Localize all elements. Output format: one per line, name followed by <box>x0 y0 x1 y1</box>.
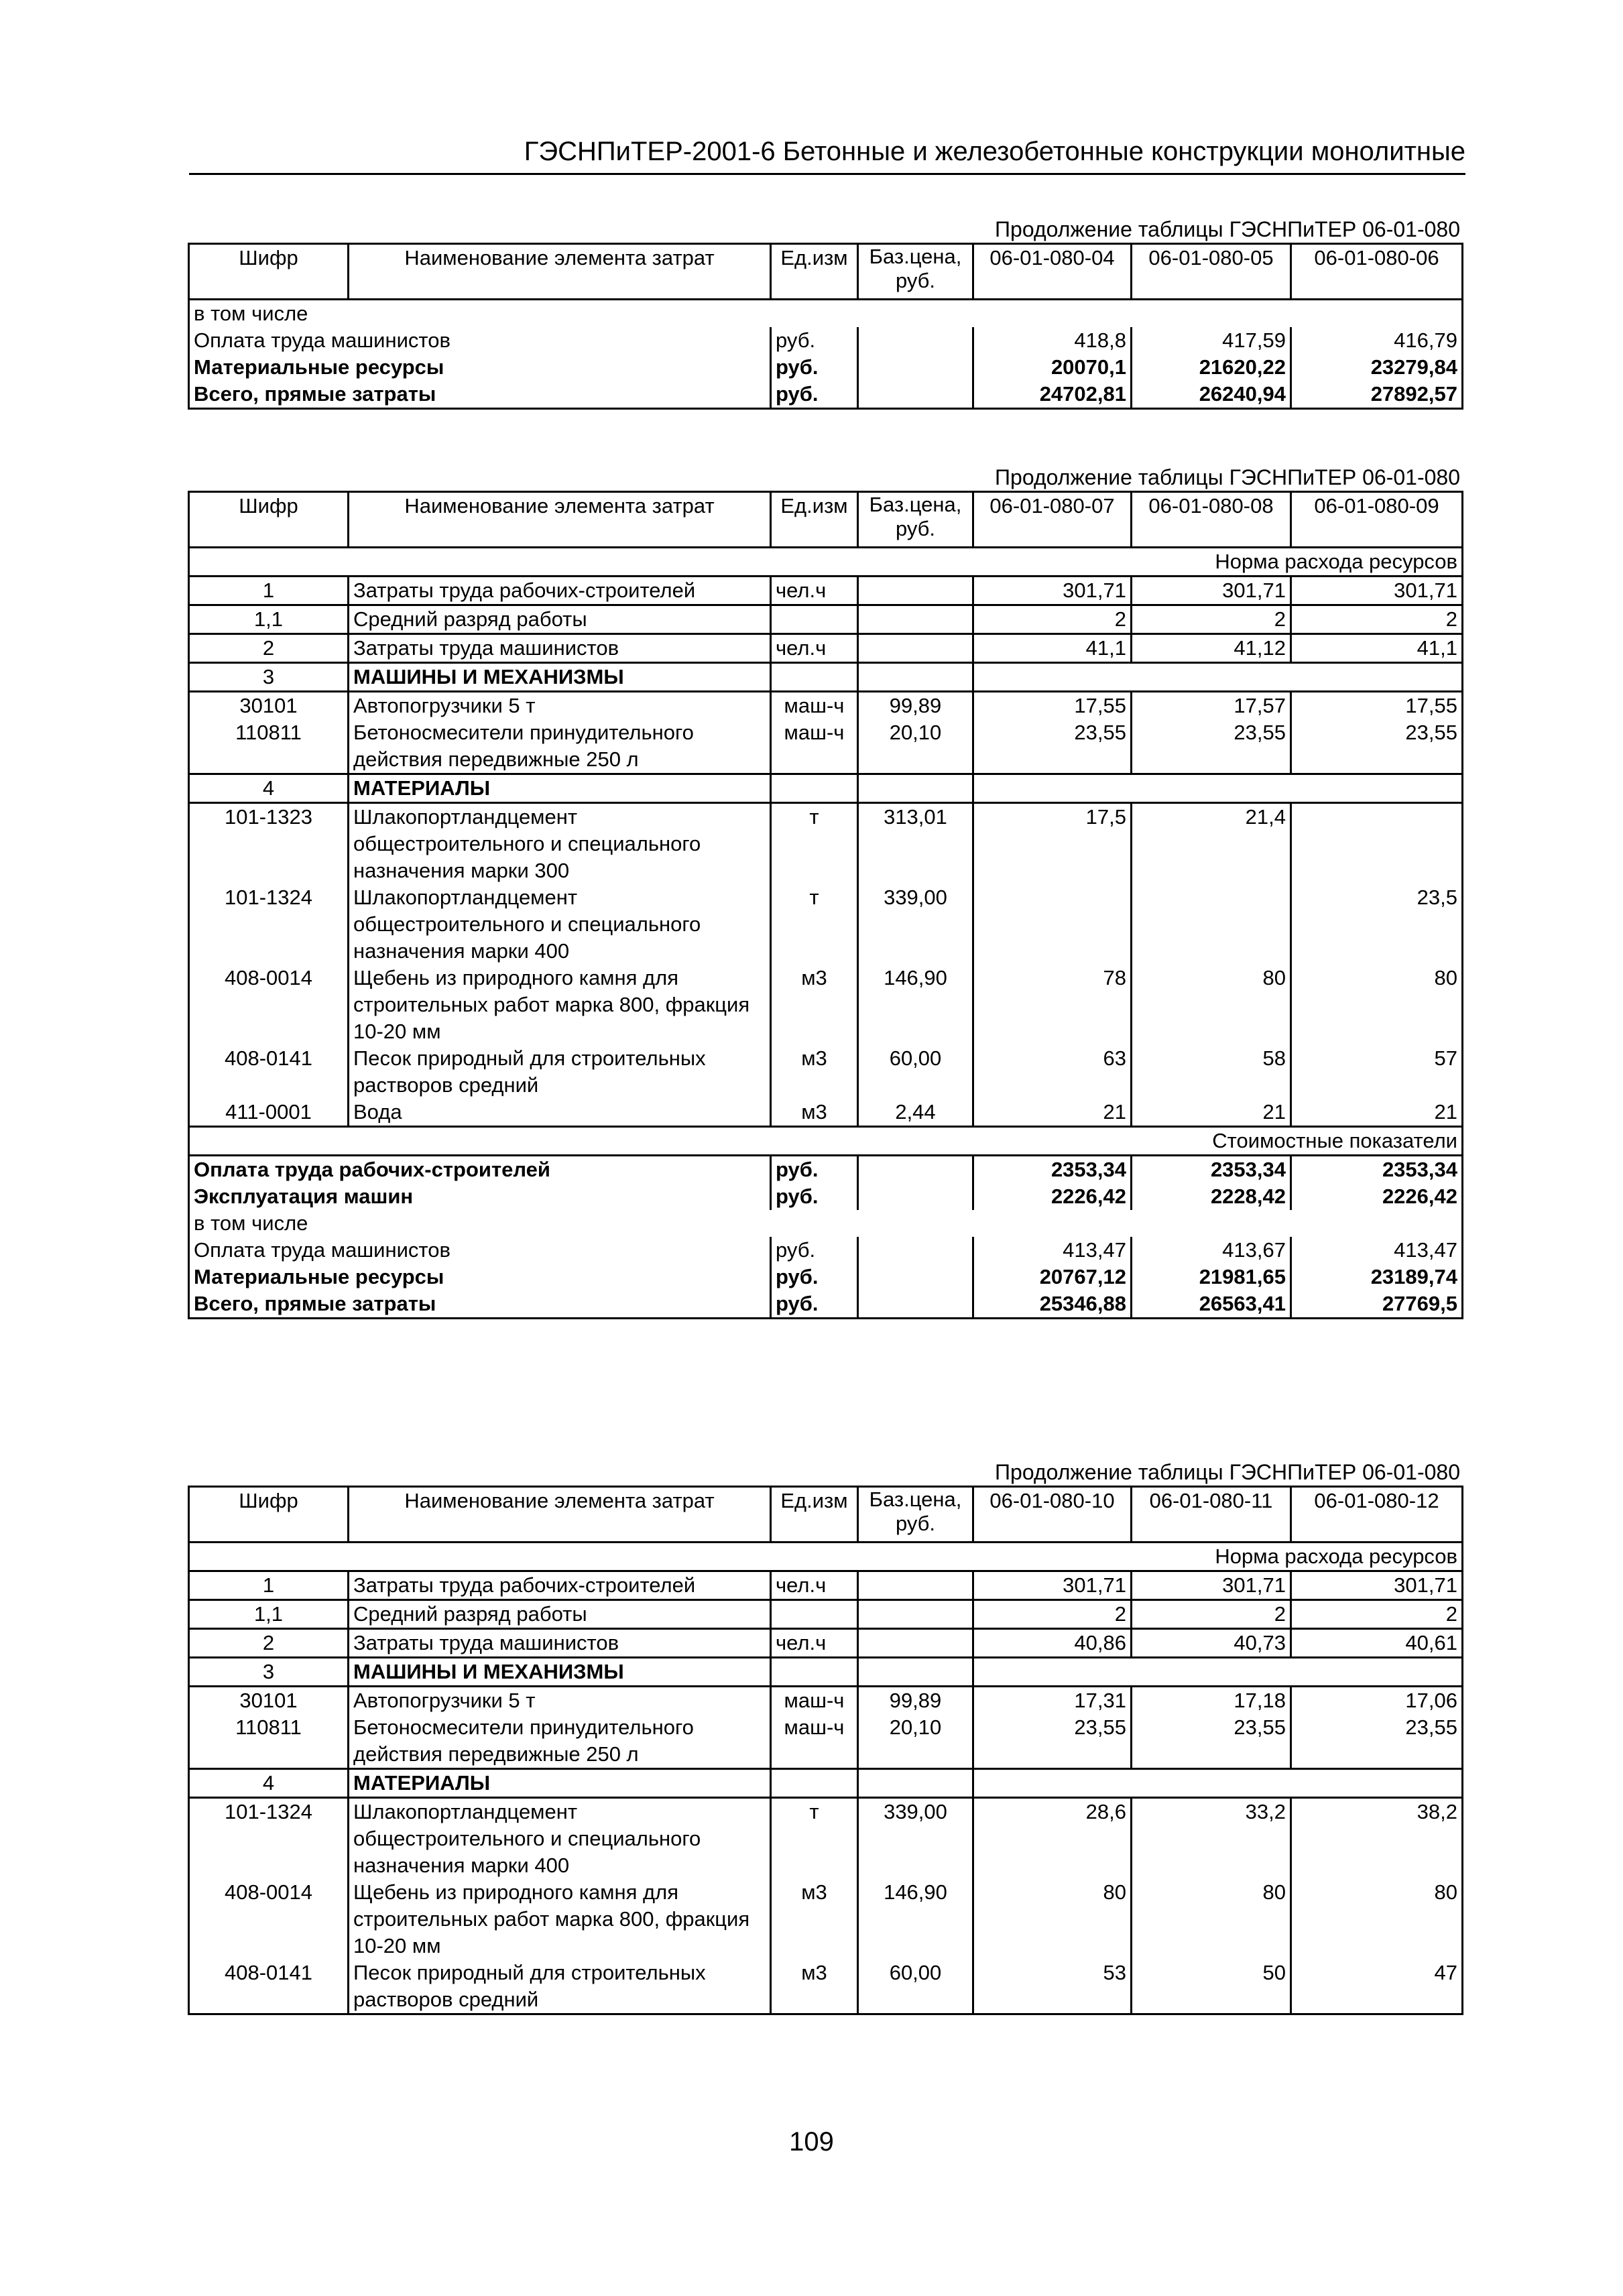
col-norm-code-3: 06-01-080-12 <box>1291 1487 1463 1543</box>
cost-value: 25346,88 <box>973 1290 1132 1319</box>
cost-value: 2226,42 <box>1291 1183 1463 1210</box>
resource-name: Шлакопортландцемент общестроительного и специального назначения марки 300 <box>349 803 771 885</box>
cost-row <box>189 1156 1463 1184</box>
continuation-note: Продолжение таблицы ГЭСНПиТЕР 06-01-080 <box>995 217 1460 241</box>
resource-name: Шлакопортландцемент общестроительного и специального назначения марки 400 <box>349 884 771 965</box>
section-title: МАТЕРИАЛЫ <box>349 1769 771 1798</box>
resource-name: Затраты труда рабочих-строителей <box>349 577 771 605</box>
cost-value: 23189,74 <box>1291 1264 1463 1290</box>
table-row <box>189 1600 1463 1629</box>
cost-label: Оплата труда рабочих-строителей <box>194 1158 550 1181</box>
table-row <box>189 965 1463 1045</box>
resource-code: 1 <box>262 1573 275 1597</box>
resource-value: 63 <box>973 1045 1132 1099</box>
resource-value: 301,71 <box>1291 577 1463 605</box>
section-code: 3 <box>262 1660 275 1683</box>
cost-value: 413,67 <box>1132 1237 1291 1264</box>
resource-value: 17,55 <box>973 692 1132 720</box>
col-norm-code-2: 06-01-080-05 <box>1132 244 1291 300</box>
row-unit: руб. <box>771 354 858 381</box>
resource-value: 2 <box>973 605 1132 634</box>
cost-row <box>189 1183 1463 1210</box>
resource-value: 21 <box>1291 1099 1463 1127</box>
resource-value: 80 <box>1291 1879 1463 1959</box>
resource-value: 57 <box>1291 1045 1463 1099</box>
resource-code: 408-0141 <box>224 1046 312 1070</box>
resource-code: 1,1 <box>253 607 284 631</box>
resource-value: 80 <box>973 1879 1132 1959</box>
row-value: 23279,84 <box>1291 354 1463 381</box>
col-norm-code-2: 06-01-080-11 <box>1132 1487 1291 1543</box>
resource-price <box>858 605 973 634</box>
col-unit-header: Ед.изм <box>771 492 858 548</box>
resource-unit <box>771 605 858 634</box>
resource-value: 2 <box>973 1600 1132 1629</box>
resource-value: 2 <box>1132 605 1291 634</box>
resource-code: 408-0141 <box>224 1961 312 1984</box>
resource-value: 80 <box>1132 1879 1291 1959</box>
band-label: Норма расхода ресурсов <box>189 548 1463 577</box>
resource-code: 1,1 <box>253 1602 284 1626</box>
resource-value: 23,55 <box>1291 1714 1463 1769</box>
cost-unit: руб. <box>771 1264 858 1290</box>
resource-value: 23,55 <box>1132 719 1291 774</box>
resource-value: 40,61 <box>1291 1629 1463 1658</box>
cost-label: Оплата труда машинистов <box>194 1238 450 1262</box>
cost-value: 2353,34 <box>1291 1156 1463 1184</box>
cost-value: 413,47 <box>1291 1237 1463 1264</box>
resource-value: 17,06 <box>1291 1687 1463 1715</box>
col-name-header: Наименование элемента затрат <box>349 492 771 548</box>
table-row <box>189 381 1463 409</box>
row-value: 418,8 <box>973 327 1132 354</box>
resource-price: 146,90 <box>858 965 973 1045</box>
resource-code: 411-0001 <box>225 1100 312 1124</box>
table-row <box>189 1571 1463 1600</box>
resource-price <box>858 1600 973 1629</box>
table-row <box>189 1714 1463 1769</box>
section-row <box>189 1769 1463 1798</box>
resource-code: 2 <box>262 1631 275 1654</box>
resource-value: 47 <box>1291 1959 1463 2014</box>
resource-code: 2 <box>262 636 275 660</box>
col-price-header: Баз.цена, руб. <box>858 1487 973 1543</box>
resource-price <box>858 1571 973 1600</box>
cost-value: 2353,34 <box>1132 1156 1291 1184</box>
row-label: Всего, прямые затраты <box>194 382 436 406</box>
row-value: 26240,94 <box>1132 381 1291 409</box>
cost-value: 26563,41 <box>1132 1290 1291 1319</box>
resource-unit: чел.ч <box>771 634 858 663</box>
resource-price: 99,89 <box>858 692 973 720</box>
resource-code: 101-1324 <box>224 1800 312 1823</box>
table-row <box>189 803 1463 885</box>
row-unit: руб. <box>771 381 858 409</box>
resource-price: 313,01 <box>858 803 973 885</box>
cost-unit: руб. <box>771 1156 858 1184</box>
resource-code: 1 <box>262 579 275 602</box>
resource-unit: маш-ч <box>771 1687 858 1715</box>
resource-unit: т <box>771 803 858 885</box>
resource-value: 50 <box>1132 1959 1291 2014</box>
table-row <box>189 1045 1463 1099</box>
resource-unit: м3 <box>771 1045 858 1099</box>
col-norm-code-1: 06-01-080-07 <box>973 492 1132 548</box>
resource-price <box>858 1629 973 1658</box>
cost-row <box>189 1264 1463 1290</box>
resource-value: 301,71 <box>1291 1571 1463 1600</box>
resource-value: 41,1 <box>1291 634 1463 663</box>
resource-value: 23,55 <box>973 1714 1132 1769</box>
cost-unit: руб. <box>771 1290 858 1319</box>
cost-row <box>189 1237 1463 1264</box>
resource-value: 2 <box>1291 1600 1463 1629</box>
cost-label: Материальные ресурсы <box>194 1265 444 1288</box>
col-norm-code-1: 06-01-080-04 <box>973 244 1132 300</box>
table-row <box>189 1879 1463 1959</box>
cost-label: в том числе <box>194 1211 308 1235</box>
row-unit: руб. <box>771 327 858 354</box>
resource-unit: т <box>771 884 858 965</box>
table-row <box>189 1959 1463 2014</box>
cost-value: 21981,65 <box>1132 1264 1291 1290</box>
resource-value: 2 <box>1291 605 1463 634</box>
row-value: 24702,81 <box>973 381 1132 409</box>
resource-unit: м3 <box>771 1879 858 1959</box>
resource-unit: чел.ч <box>771 1571 858 1600</box>
resource-value: 40,86 <box>973 1629 1132 1658</box>
resource-value: 21 <box>1132 1099 1291 1127</box>
table-block-3 <box>188 1459 1461 2015</box>
table-row <box>189 354 1463 381</box>
resource-name: Затраты труда рабочих-строителей <box>349 1571 771 1600</box>
cost-value: 413,47 <box>973 1237 1132 1264</box>
resource-unit: чел.ч <box>771 1629 858 1658</box>
resource-value: 21 <box>973 1099 1132 1127</box>
resource-value: 301,71 <box>973 577 1132 605</box>
resource-code: 30101 <box>239 1689 298 1712</box>
resource-unit: м3 <box>771 1959 858 2014</box>
col-unit-header: Ед.изм <box>771 244 858 300</box>
table-row <box>189 719 1463 774</box>
section-title: МАШИНЫ И МЕХАНИЗМЫ <box>349 1658 771 1687</box>
resource-name: Песок природный для строительных растворов средний <box>349 1045 771 1099</box>
row-label: Материальные ресурсы <box>194 355 444 379</box>
resource-unit: маш-ч <box>771 719 858 774</box>
band-row-norm <box>189 548 1463 577</box>
row-value: 416,79 <box>1291 327 1463 354</box>
cost-value: 2226,42 <box>973 1183 1132 1210</box>
resource-value: 41,1 <box>973 634 1132 663</box>
resource-value: 58 <box>1132 1045 1291 1099</box>
col-price-header: Баз.цена, руб. <box>858 492 973 548</box>
resource-code: 101-1323 <box>224 805 312 829</box>
continuation-note: Продолжение таблицы ГЭСНПиТЕР 06-01-080 <box>995 1460 1460 1484</box>
section-code: 4 <box>262 776 275 800</box>
resource-price: 20,10 <box>858 1714 973 1769</box>
table-header-row <box>189 492 1463 548</box>
resource-name: Затраты труда машинистов <box>349 634 771 663</box>
resource-price: 2,44 <box>858 1099 973 1127</box>
section-row <box>189 663 1463 692</box>
table-row <box>189 884 1463 965</box>
resource-value <box>1132 884 1291 965</box>
col-unit-header: Ед.изм <box>771 1487 858 1543</box>
row-value: 417,59 <box>1132 327 1291 354</box>
table-row <box>189 634 1463 663</box>
cost-label: Всего, прямые затраты <box>194 1292 436 1315</box>
table-row <box>189 300 1463 328</box>
resource-unit: т <box>771 1798 858 1880</box>
table-row <box>189 1099 1463 1127</box>
resource-value: 23,55 <box>1132 1714 1291 1769</box>
resource-value: 17,18 <box>1132 1687 1291 1715</box>
band-row-norm <box>189 1543 1463 1571</box>
row-value: 21620,22 <box>1132 354 1291 381</box>
col-name-header: Наименование элемента затрат <box>349 1487 771 1543</box>
col-norm-code-1: 06-01-080-10 <box>973 1487 1132 1543</box>
resource-code: 408-0014 <box>224 966 312 989</box>
resource-unit: чел.ч <box>771 577 858 605</box>
band-row-cost <box>189 1127 1463 1156</box>
resource-value: 23,5 <box>1291 884 1463 965</box>
row-label: в том числе <box>194 302 308 325</box>
resource-unit: м3 <box>771 965 858 1045</box>
table-header-row <box>189 244 1463 300</box>
resource-price: 60,00 <box>858 1959 973 2014</box>
resource-name: Затраты труда машинистов <box>349 1629 771 1658</box>
resource-value: 301,71 <box>973 1571 1132 1600</box>
resource-value <box>1291 803 1463 885</box>
col-code-header: Шифр <box>189 492 349 548</box>
resource-value: 17,55 <box>1291 692 1463 720</box>
resource-code: 110811 <box>235 1715 302 1739</box>
resource-unit: м3 <box>771 1099 858 1127</box>
resource-name: Вода <box>349 1099 771 1127</box>
cost-value: 27769,5 <box>1291 1290 1463 1319</box>
resource-name: Щебень из природного камня для строительных работ марка 800, фракция 10-20 мм <box>349 1879 771 1959</box>
section-code: 4 <box>262 1771 275 1795</box>
resource-value: 40,73 <box>1132 1629 1291 1658</box>
table-row <box>189 327 1463 354</box>
resource-code: 110811 <box>235 721 302 744</box>
col-price-header: Баз.цена, руб. <box>858 244 973 300</box>
resource-price: 99,89 <box>858 1687 973 1715</box>
resource-value: 21,4 <box>1132 803 1291 885</box>
resource-value: 80 <box>1132 965 1291 1045</box>
band-label: Стоимостные показатели <box>189 1127 1463 1156</box>
resource-price: 20,10 <box>858 719 973 774</box>
resource-value: 80 <box>1291 965 1463 1045</box>
table-block-1 <box>188 216 1461 410</box>
resource-value: 23,55 <box>973 719 1132 774</box>
col-code-header: Шифр <box>189 1487 349 1543</box>
row-value: 27892,57 <box>1291 381 1463 409</box>
band-label: Норма расхода ресурсов <box>189 1543 1463 1571</box>
cost-table-3 <box>188 1486 1463 2015</box>
table-row <box>189 692 1463 720</box>
section-row <box>189 1658 1463 1687</box>
resource-value: 17,5 <box>973 803 1132 885</box>
resource-value: 38,2 <box>1291 1798 1463 1880</box>
resource-name: Бетоносмесители принудительного действия передвижные 250 л <box>349 719 771 774</box>
section-row <box>189 774 1463 803</box>
table-row <box>189 1687 1463 1715</box>
page-header: ГЭСНПиТЕР-2001-6 Бетонные и железобетонные конструкции монолитные <box>189 131 1465 175</box>
resource-unit: маш-ч <box>771 1714 858 1769</box>
resource-code: 408-0014 <box>224 1880 312 1904</box>
resource-name: Бетоносмесители принудительного действия передвижные 250 л <box>349 1714 771 1769</box>
resource-value <box>973 884 1132 965</box>
table-row <box>189 605 1463 634</box>
cost-row <box>189 1210 1463 1237</box>
table-block-2 <box>188 464 1461 1319</box>
resource-unit: маш-ч <box>771 692 858 720</box>
resource-name: Щебень из природного камня для строительных работ марка 800, фракция 10-20 мм <box>349 965 771 1045</box>
resource-name: Средний разряд работы <box>349 1600 771 1629</box>
section-code: 3 <box>262 665 275 688</box>
resource-value: 33,2 <box>1132 1798 1291 1880</box>
table-row <box>189 1629 1463 1658</box>
resource-name: Шлакопортландцемент общестроительного и специального назначения марки 400 <box>349 1798 771 1880</box>
cost-row <box>189 1290 1463 1319</box>
cost-label: Эксплуатация машин <box>194 1185 414 1208</box>
resource-code: 30101 <box>239 694 298 717</box>
resource-price: 339,00 <box>858 1798 973 1880</box>
continuation-note: Продолжение таблицы ГЭСНПиТЕР 06-01-080 <box>995 465 1460 489</box>
resource-value: 41,12 <box>1132 634 1291 663</box>
resource-value: 301,71 <box>1132 577 1291 605</box>
resource-code: 101-1324 <box>224 886 312 909</box>
resource-unit <box>771 1600 858 1629</box>
resource-value: 2 <box>1132 1600 1291 1629</box>
resource-value: 17,31 <box>973 1687 1132 1715</box>
row-label: Оплата труда машинистов <box>194 328 450 352</box>
cost-unit: руб. <box>771 1237 858 1264</box>
cost-table-2 <box>188 491 1463 1319</box>
resource-value: 78 <box>973 965 1132 1045</box>
resource-value: 28,6 <box>973 1798 1132 1880</box>
resource-price <box>858 577 973 605</box>
table-header-row <box>189 1487 1463 1543</box>
cost-value: 2353,34 <box>973 1156 1132 1184</box>
resource-value: 53 <box>973 1959 1132 2014</box>
resource-name: Автопогрузчики 5 т <box>349 692 771 720</box>
resource-name: Автопогрузчики 5 т <box>349 1687 771 1715</box>
resource-price: 60,00 <box>858 1045 973 1099</box>
section-title: МАТЕРИАЛЫ <box>349 774 771 803</box>
table-row <box>189 577 1463 605</box>
cost-value: 20767,12 <box>973 1264 1132 1290</box>
resource-value: 23,55 <box>1291 719 1463 774</box>
resource-value: 17,57 <box>1132 692 1291 720</box>
resource-value: 301,71 <box>1132 1571 1291 1600</box>
row-value: 20070,1 <box>973 354 1132 381</box>
page-number: 109 <box>789 2127 834 2157</box>
resource-price <box>858 634 973 663</box>
cost-table-1 <box>188 243 1463 410</box>
col-name-header: Наименование элемента затрат <box>349 244 771 300</box>
col-norm-code-3: 06-01-080-06 <box>1291 244 1463 300</box>
col-norm-code-2: 06-01-080-08 <box>1132 492 1291 548</box>
col-code-header: Шифр <box>189 244 349 300</box>
resource-price: 339,00 <box>858 884 973 965</box>
resource-name: Средний разряд работы <box>349 605 771 634</box>
resource-price: 146,90 <box>858 1879 973 1959</box>
cost-value: 2228,42 <box>1132 1183 1291 1210</box>
cost-unit: руб. <box>771 1183 858 1210</box>
col-norm-code-3: 06-01-080-09 <box>1291 492 1463 548</box>
resource-name: Песок природный для строительных растворов средний <box>349 1959 771 2014</box>
section-title: МАШИНЫ И МЕХАНИЗМЫ <box>349 663 771 692</box>
table-row <box>189 1798 1463 1880</box>
